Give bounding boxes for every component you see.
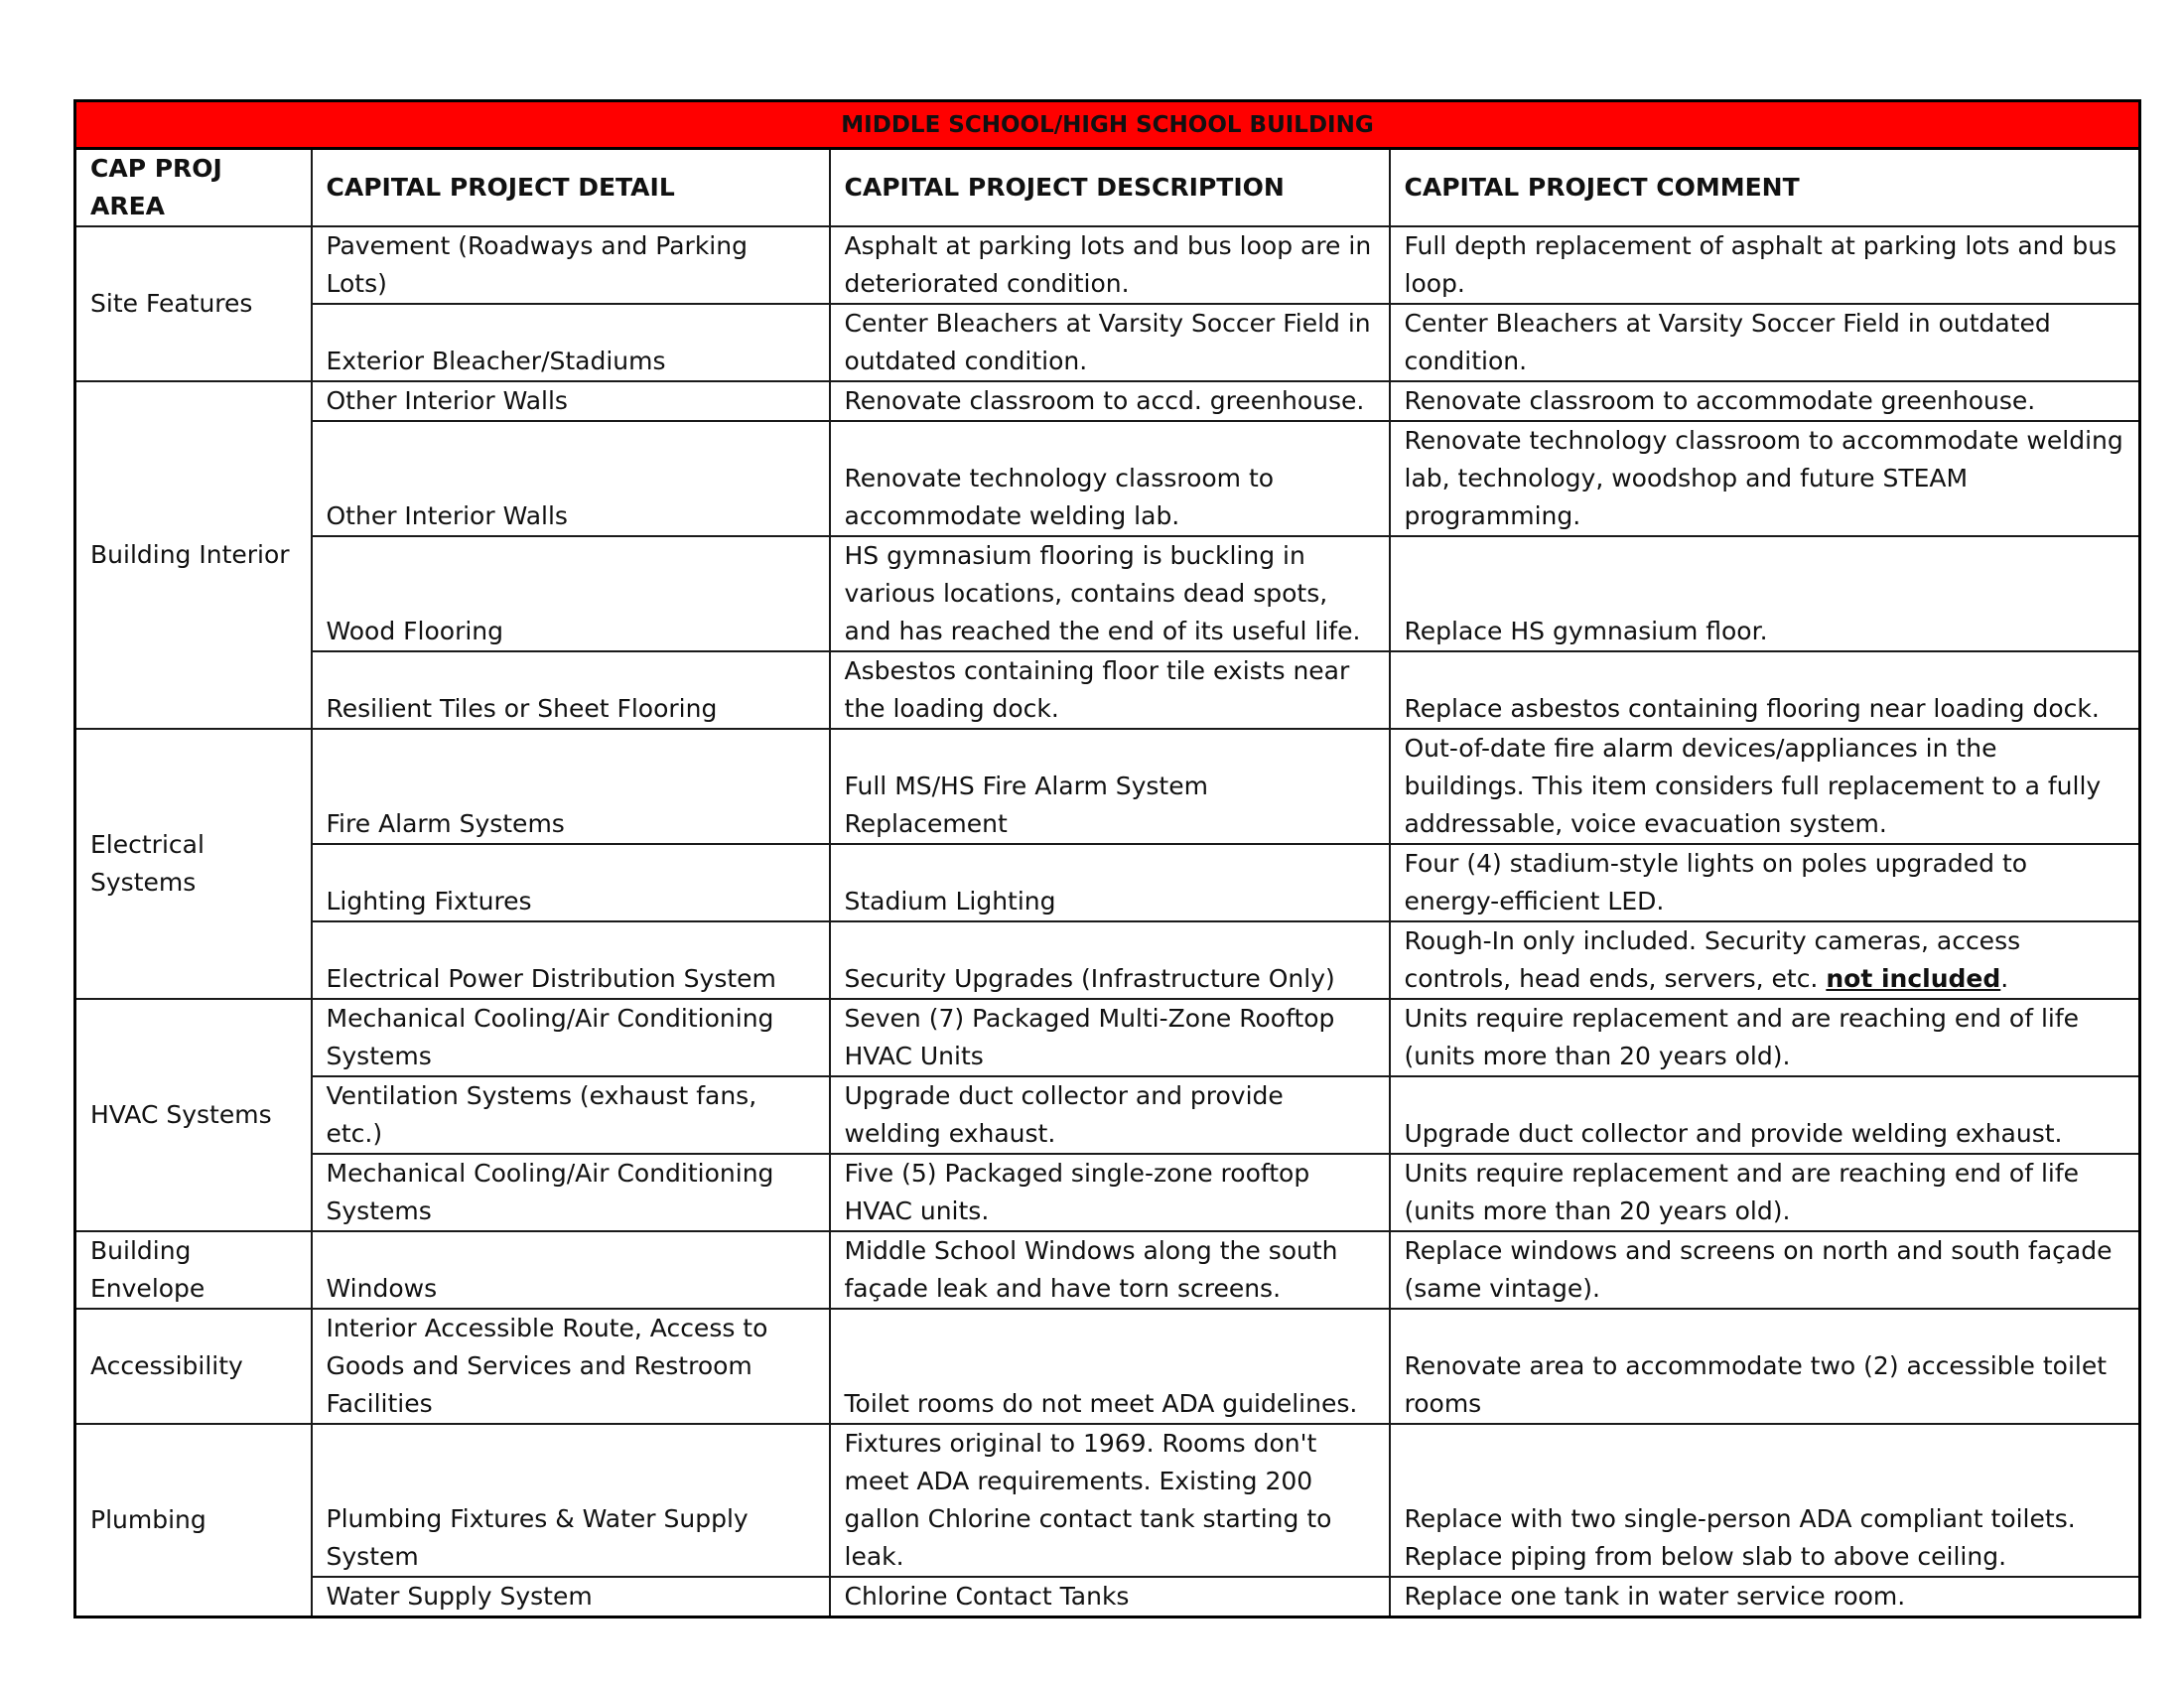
cell-description: Seven (7) Packaged Multi-Zone Rooftop HVAC Units xyxy=(830,999,1390,1076)
cell-comment: Replace HS gymnasium floor. xyxy=(1390,536,2140,651)
cell-description: Center Bleachers at Varsity Soccer Field in outdated condition. xyxy=(830,304,1390,381)
column-header-comment: CAPITAL PROJECT COMMENT xyxy=(1390,149,2140,227)
cell-detail: Resilient Tiles or Sheet Flooring xyxy=(312,651,830,729)
cell-detail: Electrical Power Distribution System xyxy=(312,921,830,999)
table-row xyxy=(75,1309,2140,1424)
table-row xyxy=(75,1231,2140,1309)
table-row xyxy=(75,536,2140,651)
cell-description: Middle School Windows along the south façade leak and have torn screens. xyxy=(830,1231,1390,1309)
table-row xyxy=(75,921,2140,999)
cell-detail: Fire Alarm Systems xyxy=(312,729,830,844)
table-row xyxy=(75,226,2140,304)
table-row xyxy=(75,1424,2140,1577)
cell-description: Renovate classroom to accd. greenhouse. xyxy=(830,381,1390,421)
cell-area: Building Interior xyxy=(75,381,312,729)
title-row xyxy=(75,101,2140,149)
cell-detail: Other Interior Walls xyxy=(312,421,830,536)
capital-projects-table xyxy=(73,99,2141,1618)
cell-comment: Upgrade duct collector and provide welding exhaust. xyxy=(1390,1076,2140,1154)
cell-detail: Lighting Fixtures xyxy=(312,844,830,921)
cell-area: Accessibility xyxy=(75,1309,312,1424)
cell-area: Plumbing xyxy=(75,1424,312,1618)
table-row xyxy=(75,999,2140,1076)
cell-area: HVAC Systems xyxy=(75,999,312,1231)
cell-comment: Replace asbestos containing flooring near loading dock. xyxy=(1390,651,2140,729)
column-header-area: CAP PROJ AREA xyxy=(75,149,312,227)
cell-comment: Units require replacement and are reaching end of life (units more than 20 years old). xyxy=(1390,999,2140,1076)
cell-detail: Interior Accessible Route, Access to Goods and Services and Restroom Facilities xyxy=(312,1309,830,1424)
table-row xyxy=(75,1076,2140,1154)
cell-detail: Plumbing Fixtures & Water Supply System xyxy=(312,1424,830,1577)
cell-comment: Replace windows and screens on north and south façade (same vintage). xyxy=(1390,1231,2140,1309)
cell-detail: Pavement (Roadways and Parking Lots) xyxy=(312,226,830,304)
cell-comment: Four (4) stadium-style lights on poles upgraded to energy-efficient LED. xyxy=(1390,844,2140,921)
table-body xyxy=(75,226,2140,1618)
comment-tail: . xyxy=(2000,964,2009,993)
comment-emphasis: not included xyxy=(1826,964,2001,993)
column-header-detail: CAPITAL PROJECT DETAIL xyxy=(312,149,830,227)
cell-detail: Wood Flooring xyxy=(312,536,830,651)
cell-detail: Mechanical Cooling/Air Conditioning Systems xyxy=(312,1154,830,1231)
cell-description: Upgrade duct collector and provide welding exhaust. xyxy=(830,1076,1390,1154)
cell-comment: Full depth replacement of asphalt at parking lots and bus loop. xyxy=(1390,226,2140,304)
cell-description: HS gymnasium flooring is buckling in various locations, contains dead spots, and has reached the end of its useful life. xyxy=(830,536,1390,651)
table-row xyxy=(75,844,2140,921)
cell-description: Stadium Lighting xyxy=(830,844,1390,921)
table-title: MIDDLE SCHOOL/HIGH SCHOOL BUILDING xyxy=(75,101,2140,149)
cell-area: Site Features xyxy=(75,226,312,381)
cell-comment xyxy=(1390,921,2140,999)
cell-detail: Windows xyxy=(312,1231,830,1309)
cell-comment: Renovate classroom to accommodate greenhouse. xyxy=(1390,381,2140,421)
cell-comment: Renovate technology classroom to accommodate welding lab, technology, woodshop and future STEAM programming. xyxy=(1390,421,2140,536)
cell-comment: Center Bleachers at Varsity Soccer Field in outdated condition. xyxy=(1390,304,2140,381)
cell-comment: Replace one tank in water service room. xyxy=(1390,1577,2140,1618)
table-row xyxy=(75,651,2140,729)
table-row xyxy=(75,421,2140,536)
column-header-row xyxy=(75,149,2140,227)
cell-area: Electrical Systems xyxy=(75,729,312,999)
cell-description: Renovate technology classroom to accommodate welding lab. xyxy=(830,421,1390,536)
table-row xyxy=(75,304,2140,381)
cell-detail: Mechanical Cooling/Air Conditioning Systems xyxy=(312,999,830,1076)
table-row xyxy=(75,1154,2140,1231)
cell-detail: Ventilation Systems (exhaust fans, etc.) xyxy=(312,1076,830,1154)
cell-detail: Other Interior Walls xyxy=(312,381,830,421)
cell-comment: Replace with two single-person ADA compliant toilets. Replace piping from below slab to above ceiling. xyxy=(1390,1424,2140,1577)
table-row xyxy=(75,381,2140,421)
cell-description: Full MS/HS Fire Alarm System Replacement xyxy=(830,729,1390,844)
cell-description: Security Upgrades (Infrastructure Only) xyxy=(830,921,1390,999)
cell-comment: Out-of-date fire alarm devices/appliances in the buildings. This item considers full replacement to a fully addressable, voice evacuation system. xyxy=(1390,729,2140,844)
table-row xyxy=(75,729,2140,844)
table-row xyxy=(75,1577,2140,1618)
cell-area: Building Envelope xyxy=(75,1231,312,1309)
cell-description: Fixtures original to 1969. Rooms don't meet ADA requirements. Existing 200 gallon Chlorine contact tank starting to leak. xyxy=(830,1424,1390,1577)
cell-comment: Units require replacement and are reaching end of life (units more than 20 years old). xyxy=(1390,1154,2140,1231)
cell-description: Asphalt at parking lots and bus loop are in deteriorated condition. xyxy=(830,226,1390,304)
column-header-description: CAPITAL PROJECT DESCRIPTION xyxy=(830,149,1390,227)
cell-description: Asbestos containing floor tile exists near the loading dock. xyxy=(830,651,1390,729)
cell-description: Toilet rooms do not meet ADA guidelines. xyxy=(830,1309,1390,1424)
cell-comment: Renovate area to accommodate two (2) accessible toilet rooms xyxy=(1390,1309,2140,1424)
cell-description: Chlorine Contact Tanks xyxy=(830,1577,1390,1618)
cell-description: Five (5) Packaged single-zone rooftop HVAC units. xyxy=(830,1154,1390,1231)
cell-detail: Water Supply System xyxy=(312,1577,830,1618)
comment-text: Rough-In only included. Security cameras, access controls, head ends, servers, etc. xyxy=(1404,926,2021,993)
cell-detail: Exterior Bleacher/Stadiums xyxy=(312,304,830,381)
